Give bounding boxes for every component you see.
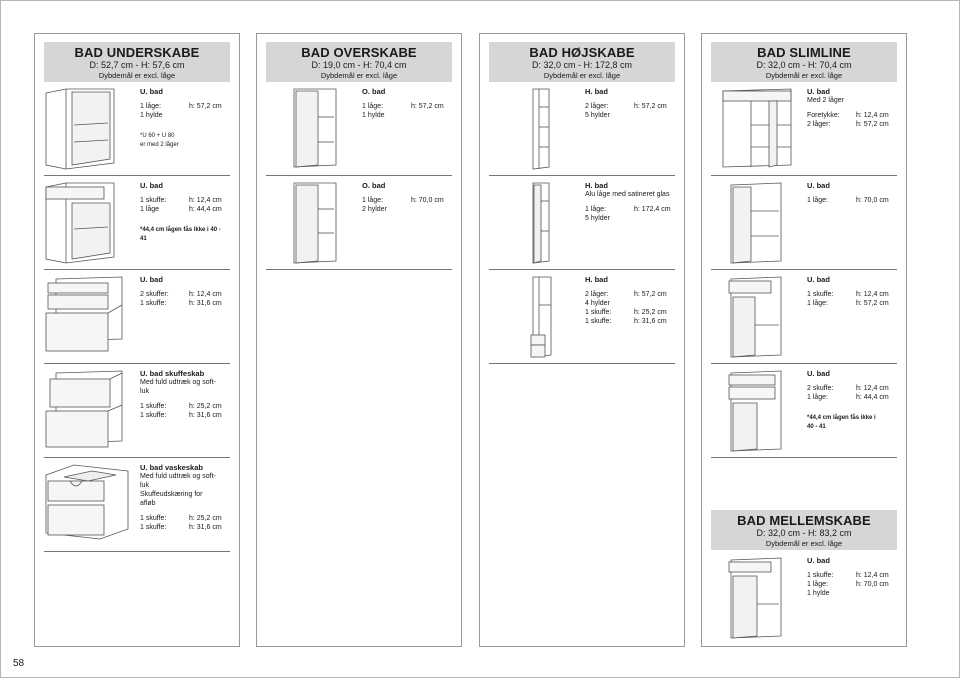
tall-cabinet-glass-door-drawing xyxy=(489,181,569,267)
item-description: luk xyxy=(140,388,149,395)
spec-label: 5 hylder xyxy=(585,215,610,222)
section-dimensions: D: 32,0 cm - H: 172,8 cm xyxy=(531,60,633,70)
spec-row xyxy=(807,299,899,308)
section-title: BAD OVERSKABE xyxy=(301,45,417,60)
spec-label: 1 låge: xyxy=(362,197,384,204)
spec-label: 1 låge: xyxy=(140,103,162,110)
item-description: Skuffeudskæring for xyxy=(140,491,203,498)
base-cabinet-one-door-drawing xyxy=(44,87,124,173)
spec-value: h: 44,4 cm xyxy=(856,394,889,401)
spec-label: 1 skuffe: xyxy=(140,197,167,204)
item-text xyxy=(140,369,232,420)
item-text xyxy=(585,87,677,120)
spec-label: 1 låge: xyxy=(807,197,829,204)
product-item xyxy=(711,369,897,458)
section-title: BAD SLIMLINE xyxy=(757,45,851,60)
item-description: Alu låge med satineret glas xyxy=(585,191,670,198)
tall-wall-cabinet-drawing xyxy=(266,181,346,267)
item-note: 40 - 41 xyxy=(807,424,826,430)
slimline-one-door-drawing xyxy=(711,181,791,267)
section-title: BAD HØJSKABE xyxy=(529,45,635,60)
item-text xyxy=(140,275,232,308)
item-description: Med fuld udtræk og soft- xyxy=(140,379,216,386)
item-divider xyxy=(266,269,452,270)
slimline-drawer-door-drawing xyxy=(711,275,791,361)
item-divider xyxy=(44,175,230,176)
item-title: O. bad xyxy=(362,181,386,190)
spec-label: 1 skuffe: xyxy=(140,524,167,531)
column-bad-underskabe xyxy=(34,33,240,647)
base-cabinet-drawer-door-drawing xyxy=(44,181,124,267)
item-divider xyxy=(489,363,675,364)
spec-row xyxy=(585,205,677,214)
item-title: U. bad xyxy=(807,87,830,96)
spec-label: 2 låger: xyxy=(585,291,609,298)
item-divider xyxy=(489,175,675,176)
spec-label: 1 skuffe: xyxy=(585,318,612,325)
item-description: afløb xyxy=(140,500,156,507)
spec-row xyxy=(807,120,899,129)
column-bad-slimline xyxy=(701,33,907,647)
spec-row xyxy=(140,523,232,532)
item-note: *44,4 cm lågen fås ikke i 40 - xyxy=(140,227,221,233)
spec-row xyxy=(585,317,677,326)
item-text xyxy=(585,181,677,223)
spec-row xyxy=(140,111,232,120)
spec-value: h: 12,4 cm xyxy=(856,112,889,119)
section-dimensions: D: 32,0 cm - H: 83,2 cm xyxy=(756,528,852,538)
item-description: Med fuld udtræk og soft- xyxy=(140,473,216,480)
spec-value: h: 57,2 cm xyxy=(189,103,222,110)
spec-row xyxy=(585,111,677,120)
item-text xyxy=(807,369,899,432)
item-title: U. bad xyxy=(140,87,163,96)
spec-label: 2 hylder xyxy=(362,206,387,213)
spec-row xyxy=(362,205,454,214)
section-dimensions: D: 19,0 cm - H: 70,4 cm xyxy=(311,60,407,70)
section-header xyxy=(266,42,452,82)
spec-value: h: 12,4 cm xyxy=(189,291,222,298)
item-title: U. bad xyxy=(140,275,163,284)
spec-value: h: 31,6 cm xyxy=(189,300,222,307)
item-description: Med 2 låger xyxy=(807,97,844,104)
spec-label: 1 skuffe: xyxy=(807,291,834,298)
item-text xyxy=(140,463,232,532)
spec-row xyxy=(362,196,454,205)
spec-row xyxy=(585,290,677,299)
spec-label: 1 låge: xyxy=(807,581,829,588)
tall-cabinet-drawers-drawing xyxy=(489,275,569,361)
section-header xyxy=(44,42,230,82)
spec-label: 1 hylde xyxy=(140,112,163,119)
item-divider xyxy=(489,269,675,270)
spec-value: h: 172,4 cm xyxy=(634,206,671,213)
section-depth-note: Dybdemål er excl. låge xyxy=(543,71,621,80)
spec-value: h: 57,2 cm xyxy=(856,300,889,307)
section-depth-note: Dybdemål er excl. låge xyxy=(765,539,843,548)
section-title: BAD MELLEMSKABE xyxy=(737,513,871,528)
spec-value: h: 25,2 cm xyxy=(634,309,667,316)
spec-label: 1 låge: xyxy=(807,300,829,307)
item-divider xyxy=(44,363,230,364)
product-item xyxy=(489,181,675,270)
spec-row xyxy=(807,571,899,580)
spec-value: h: 57,2 cm xyxy=(634,291,667,298)
spec-row xyxy=(807,290,899,299)
spec-value: h: 31,6 cm xyxy=(189,412,222,419)
item-text xyxy=(140,181,232,244)
spec-row xyxy=(140,411,232,420)
item-text xyxy=(362,181,454,214)
page-number: 58 xyxy=(13,658,25,669)
spec-row xyxy=(807,580,899,589)
product-item xyxy=(711,87,897,176)
drawer-cabinet-drawing xyxy=(44,369,129,455)
spec-row xyxy=(807,384,899,393)
spec-value: h: 57,2 cm xyxy=(856,121,889,128)
spec-row xyxy=(140,205,232,214)
mid-cabinet-drawing xyxy=(711,556,791,640)
item-note: 41 xyxy=(140,236,147,242)
column-bad-hojskabe xyxy=(479,33,685,647)
spec-label: 1 skuffe: xyxy=(585,309,612,316)
spec-label: 2 låger: xyxy=(807,121,831,128)
product-item xyxy=(44,275,230,364)
product-item xyxy=(266,87,452,176)
spec-row xyxy=(140,102,232,111)
item-title: U. bad vaskeskab xyxy=(140,463,203,472)
spec-value: h: 31,6 cm xyxy=(189,524,222,531)
spec-value: h: 12,4 cm xyxy=(856,572,889,579)
spec-row xyxy=(140,290,232,299)
product-item xyxy=(44,87,230,176)
product-item xyxy=(44,181,230,270)
spec-label: Foretykke: xyxy=(807,112,840,119)
section-title: BAD UNDERSKABE xyxy=(74,45,200,60)
item-divider xyxy=(711,363,897,364)
spec-label: 1 skuffe: xyxy=(807,572,834,579)
item-divider xyxy=(44,269,230,270)
item-text xyxy=(585,275,677,326)
item-title: H. bad xyxy=(585,275,608,284)
spec-label: 2 skuffe: xyxy=(807,385,834,392)
slimline-two-doors-drawing xyxy=(711,87,796,173)
item-note: *U 60 + U 80 xyxy=(140,133,175,139)
product-item xyxy=(489,87,675,176)
column-bad-overskabe xyxy=(256,33,462,647)
item-title: U. bad xyxy=(807,556,830,565)
spec-row xyxy=(140,299,232,308)
spec-label: 1 skuffe: xyxy=(140,403,167,410)
spec-value: h: 25,2 cm xyxy=(189,403,222,410)
item-title: H. bad xyxy=(585,87,608,96)
item-description: luk xyxy=(140,482,149,489)
spec-row xyxy=(807,393,899,402)
product-item xyxy=(489,275,675,364)
section-depth-note: Dybdemål er excl. låge xyxy=(765,71,843,80)
spec-row xyxy=(140,514,232,523)
item-title: U. bad xyxy=(807,275,830,284)
section-header xyxy=(489,42,675,82)
spec-row xyxy=(140,402,232,411)
product-item xyxy=(266,181,452,270)
spec-row xyxy=(362,111,454,120)
item-divider xyxy=(711,175,897,176)
spec-value: h: 70,0 cm xyxy=(411,197,444,204)
spec-label: 1 låge: xyxy=(807,394,829,401)
spec-row xyxy=(585,102,677,111)
spec-row xyxy=(807,196,899,205)
section-header-mellemskabe xyxy=(711,510,897,550)
item-text xyxy=(807,181,899,205)
item-note: *44,4 cm lågen fås ikke i xyxy=(807,415,876,421)
spec-value: h: 25,2 cm xyxy=(189,515,222,522)
item-title: H. bad xyxy=(585,181,608,190)
section-depth-note: Dybdemål er excl. låge xyxy=(98,71,176,80)
item-text xyxy=(807,275,899,308)
spec-label: 1 hylde xyxy=(362,112,385,119)
tall-cabinet-two-doors-drawing xyxy=(489,87,569,173)
spec-row xyxy=(585,214,677,223)
item-divider xyxy=(266,175,452,176)
spec-value: h: 12,4 cm xyxy=(189,197,222,204)
product-item xyxy=(711,181,897,270)
spec-label: 1 låge: xyxy=(362,103,384,110)
spec-label: 2 låger: xyxy=(585,103,609,110)
spec-row xyxy=(585,299,677,308)
spec-value: h: 31,6 cm xyxy=(634,318,667,325)
item-title: U. bad xyxy=(807,181,830,190)
spec-label: 1 skuffe: xyxy=(140,515,167,522)
slimline-two-drawers-door-drawing xyxy=(711,369,791,455)
spec-label: 1 låge: xyxy=(585,206,607,213)
item-text xyxy=(140,87,232,150)
item-title: U. bad xyxy=(807,369,830,378)
item-text xyxy=(807,87,899,129)
spec-label: 5 hylder xyxy=(585,112,610,119)
spec-label: 4 hylder xyxy=(585,300,610,307)
item-divider xyxy=(711,269,897,270)
spec-row xyxy=(585,308,677,317)
spec-row xyxy=(362,102,454,111)
spec-value: h: 12,4 cm xyxy=(856,291,889,298)
item-divider xyxy=(711,457,897,458)
spec-value: h: 57,2 cm xyxy=(634,103,667,110)
spec-value: h: 57,2 cm xyxy=(411,103,444,110)
item-text xyxy=(362,87,454,120)
item-note: er med 2 låger xyxy=(140,142,179,148)
spec-value: h: 70,0 cm xyxy=(856,197,889,204)
spec-label: 1 skuffe: xyxy=(140,300,167,307)
item-divider xyxy=(44,551,230,552)
product-item xyxy=(711,275,897,364)
item-title: O. bad xyxy=(362,87,386,96)
product-item xyxy=(44,463,230,552)
spec-row xyxy=(807,589,899,598)
spec-label: 1 skuffe: xyxy=(140,412,167,419)
spec-label: 2 skuffer: xyxy=(140,291,169,298)
item-title: U. bad xyxy=(140,181,163,190)
product-item xyxy=(711,556,897,642)
item-title: U. bad skuffeskab xyxy=(140,369,205,378)
spec-value: h: 70,0 cm xyxy=(856,581,889,588)
section-dimensions: D: 32,0 cm - H: 70,4 cm xyxy=(756,60,852,70)
section-header xyxy=(711,42,897,82)
product-item xyxy=(44,369,230,458)
spec-label: 1 låge xyxy=(140,206,160,213)
spec-value: h: 12,4 cm xyxy=(856,385,889,392)
spec-row xyxy=(807,111,899,120)
sink-cabinet-drawing xyxy=(44,463,129,549)
spec-row xyxy=(140,196,232,205)
section-depth-note: Dybdemål er excl. låge xyxy=(320,71,398,80)
section-dimensions: D: 52,7 cm - H: 57,6 cm xyxy=(89,60,185,70)
spec-value: h: 44,4 cm xyxy=(189,206,222,213)
spec-label: 1 hylde xyxy=(807,590,830,597)
item-text xyxy=(807,556,899,598)
item-divider xyxy=(44,457,230,458)
wall-cabinet-drawing xyxy=(266,87,346,173)
base-cabinet-three-drawers-drawing xyxy=(44,275,129,361)
